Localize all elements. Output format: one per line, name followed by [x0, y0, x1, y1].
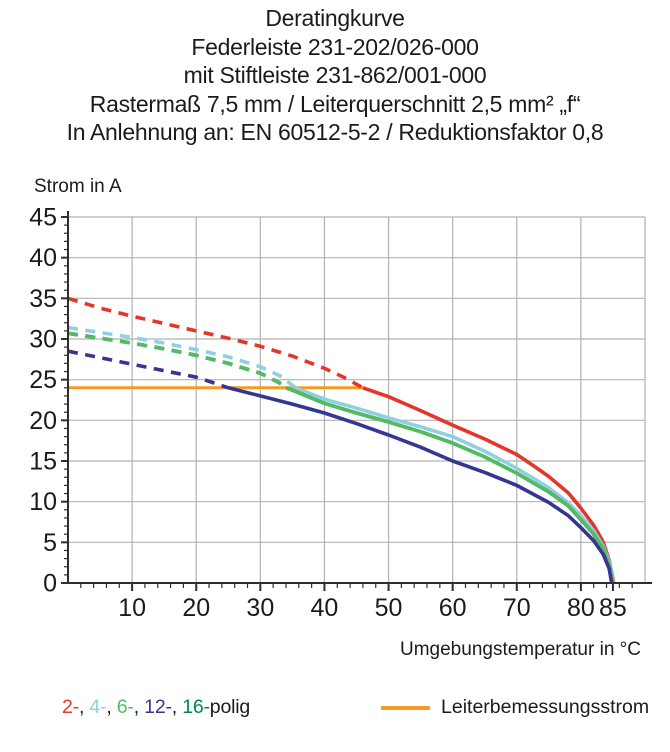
title-line-2: Federleiste 231-202/026-000: [191, 33, 479, 60]
rating-line-label: Leiterbemessungsstrom: [441, 696, 650, 718]
legend-segment: 12-: [144, 696, 172, 718]
y-tick-label: 45: [29, 203, 57, 232]
x-tick-label: 50: [374, 594, 403, 622]
title-line-1: Deratingkurve: [265, 5, 405, 31]
legend-segment: 4-: [89, 696, 107, 718]
x-tick-label: 30: [246, 594, 275, 622]
series-12-polig: [68, 351, 612, 583]
title-line-4: Rastermaß 7,5 mm / Leiterquerschnitt 2,5 mm² „f“: [89, 90, 581, 117]
rating-line-swatch: [381, 706, 430, 710]
y-tick-label: 25: [29, 366, 57, 395]
legend-segment: ,: [78, 696, 90, 718]
y-tick-label: 35: [29, 284, 57, 313]
series-4-polig: [68, 328, 613, 583]
series-6-polig: [68, 333, 612, 583]
series-16-polig: [68, 333, 612, 583]
title-line-3: mit Stiftleiste 231-862/001-000: [183, 62, 487, 89]
legend-segment: ,: [171, 696, 183, 718]
x-tick-label: 85: [599, 594, 627, 622]
axes: [68, 211, 652, 583]
legend-segment: polig: [209, 696, 250, 718]
x-tick-label: 20: [182, 594, 211, 622]
legend-segment: ,: [133, 696, 145, 718]
y-tick-label: 30: [29, 325, 57, 354]
y-tick-label: 10: [29, 488, 57, 517]
x-tick-label: 60: [438, 594, 467, 622]
series-2-polig: [68, 298, 614, 583]
x-tick-label: 10: [118, 594, 147, 622]
y-tick-label: 20: [29, 406, 57, 435]
y-tick-label: 15: [29, 447, 57, 476]
title-line-5: In Anlehnung an: EN 60512-5-2 / Reduktionsfaktor 0,8: [66, 119, 604, 146]
legend-rating-current: [381, 696, 649, 719]
x-axis-title: Umgebungstemperatur in °C: [400, 639, 641, 660]
y-tick-label: 40: [29, 244, 57, 273]
legend-pole-counts: [62, 696, 250, 719]
legend-segment: ,: [106, 696, 117, 718]
y-tick-label: 5: [43, 528, 57, 557]
legend-segment: 2-: [62, 696, 79, 718]
y-tick-label: 0: [43, 569, 57, 598]
y-axis-title: Strom in A: [34, 176, 122, 197]
grid: [68, 217, 645, 583]
legend-segment: 6-: [116, 696, 134, 718]
x-tick-label: 70: [502, 594, 531, 622]
x-tick-label: 80: [566, 594, 595, 622]
x-tick-label: 40: [310, 594, 339, 622]
legend-segment: 16-: [182, 696, 210, 718]
